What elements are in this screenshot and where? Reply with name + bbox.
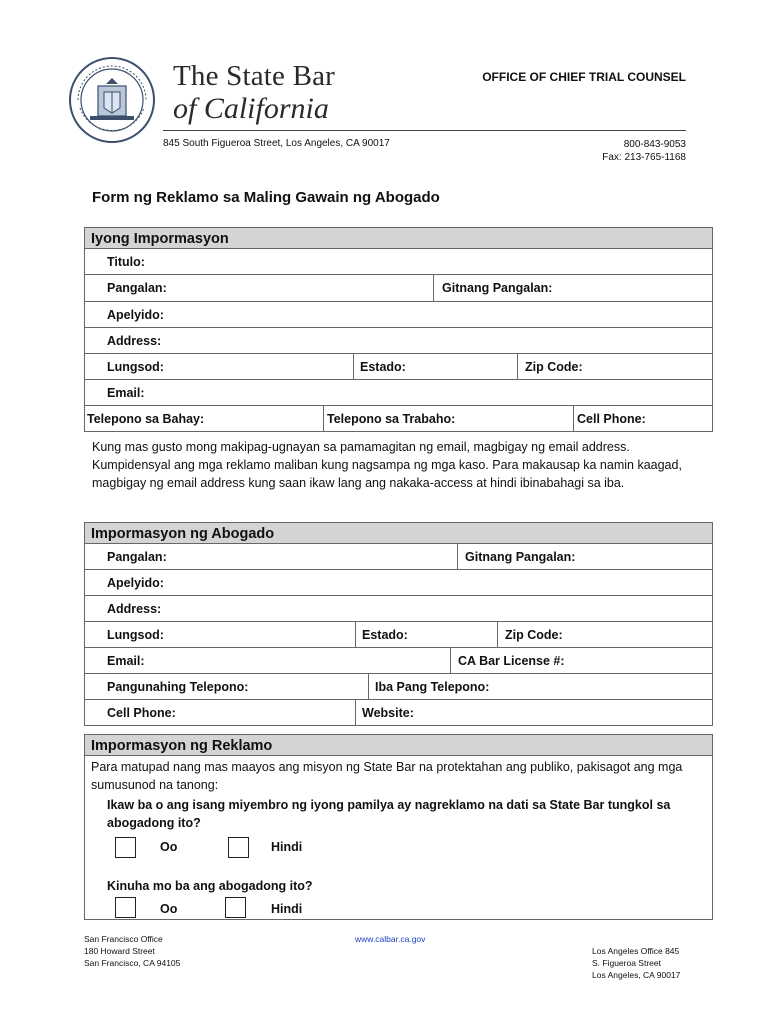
atty-pangalan-label: Pangalan: bbox=[107, 549, 167, 564]
atty-cell-phone-field[interactable] bbox=[107, 700, 176, 725]
sf-office-city: San Francisco, CA 94105 bbox=[84, 958, 181, 968]
header-address: 845 South Figueroa Street, Los Angeles, CA 90017 bbox=[163, 138, 390, 149]
sf-office-name: San Francisco Office bbox=[84, 934, 163, 944]
footer-website-link[interactable]: www.calbar.ca.gov bbox=[355, 934, 426, 944]
q2-no-checkbox[interactable] bbox=[225, 897, 246, 918]
question-hired-attorney: Kinuha mo ba ang abogadong ito? bbox=[107, 879, 313, 893]
row-atty-telepono bbox=[84, 674, 713, 700]
org-name-line2: of California bbox=[173, 92, 329, 125]
q2-yes-checkbox[interactable] bbox=[115, 897, 136, 918]
section-your-information-header: Iyong Impormasyon bbox=[84, 227, 713, 249]
atty-apelyido-label: Apelyido: bbox=[107, 575, 164, 590]
pangunahing-telepono-label: Pangunahing Telepono: bbox=[107, 679, 249, 694]
address-field[interactable] bbox=[107, 328, 161, 353]
atty-pangalan-field[interactable] bbox=[107, 544, 167, 569]
form-title: Form ng Reklamo sa Maling Gawain ng Abogado bbox=[92, 189, 440, 206]
row-atty-lungsod bbox=[84, 622, 713, 648]
row-lungsod bbox=[84, 354, 713, 380]
row-apelyido bbox=[84, 302, 713, 328]
office-title: OFFICE OF CHIEF TRIAL COUNSEL bbox=[482, 70, 686, 84]
email-note-paragraph: Kung mas gusto mong makipag-ugnayan sa pamamagitan ng email, magbigay ng email address. Kumpidensyal ang mga reklamo maliban kung nagsampa ng mga kaso. Para makausap ka namin kaagad, magbigay ng email address kung saan ikaw lang ang nakaka-access at hindi ibinabahagi sa iba. bbox=[92, 440, 682, 490]
email-label: Email: bbox=[107, 385, 145, 400]
telepono-trabaho-field[interactable] bbox=[323, 406, 455, 431]
row-atty-apelyido bbox=[84, 570, 713, 596]
la-office-city: Los Angeles, CA 90017 bbox=[592, 970, 681, 980]
estado-field[interactable] bbox=[353, 354, 406, 379]
footer-sf-office bbox=[84, 933, 180, 969]
section-complaint-information-header: Impormasyon ng Reklamo bbox=[84, 734, 713, 756]
la-office-street: S. Figueroa Street bbox=[592, 958, 661, 968]
gitnang-pangalan-field[interactable] bbox=[433, 275, 712, 301]
lungsod-label: Lungsod: bbox=[107, 359, 164, 374]
footer-la-office bbox=[592, 945, 680, 981]
atty-zip-code-label: Zip Code: bbox=[505, 627, 563, 642]
atty-estado-label: Estado: bbox=[362, 627, 408, 642]
email-field[interactable] bbox=[107, 380, 145, 405]
website-label: Website: bbox=[362, 705, 414, 720]
header-phone: 800-843-9053 bbox=[623, 139, 686, 150]
q2-yes-label: Oo bbox=[160, 902, 178, 916]
row-titulo bbox=[84, 249, 713, 275]
atty-gitnang-pangalan-field[interactable] bbox=[457, 544, 712, 569]
state-bar-seal-logo bbox=[68, 56, 156, 144]
pangalan-label: Pangalan: bbox=[107, 281, 167, 295]
website-field[interactable] bbox=[355, 700, 712, 725]
row-atty-pangalan bbox=[84, 544, 713, 570]
pangunahing-telepono-field[interactable] bbox=[107, 674, 248, 699]
q1-no-label: Hindi bbox=[271, 840, 303, 854]
iba-pang-telepono-label: Iba Pang Telepono: bbox=[375, 679, 490, 694]
cell-phone-label: Cell Phone: bbox=[577, 411, 646, 426]
atty-estado-field[interactable] bbox=[355, 622, 408, 647]
section-attorney-information-header: Impormasyon ng Abogado bbox=[84, 522, 713, 544]
iba-pang-telepono-field[interactable] bbox=[368, 674, 712, 699]
lungsod-field[interactable] bbox=[107, 354, 164, 379]
atty-apelyido-field[interactable] bbox=[107, 570, 164, 595]
row-atty-cell bbox=[84, 700, 713, 726]
gitnang-pangalan-label: Gitnang Pangalan: bbox=[442, 281, 553, 295]
telepono-bahay-label: Telepono sa Bahay: bbox=[87, 411, 205, 426]
apelyido-field[interactable] bbox=[107, 302, 164, 327]
ca-bar-license-label: CA Bar License #: bbox=[458, 653, 565, 668]
question-previous-complaint: Ikaw ba o ang isang miyembro ng iyong pamilya ay nagreklamo na dati sa State Bar tungkol sa abogadong ito? bbox=[107, 798, 671, 830]
row-address bbox=[84, 328, 713, 354]
titulo-field[interactable] bbox=[107, 249, 145, 274]
telepono-bahay-field[interactable] bbox=[87, 406, 204, 431]
atty-cell-phone-label: Cell Phone: bbox=[107, 705, 176, 720]
header-divider bbox=[163, 130, 686, 131]
telepono-trabaho-label: Telepono sa Trabaho: bbox=[327, 411, 456, 426]
cell-phone-field[interactable] bbox=[573, 406, 712, 431]
atty-lungsod-label: Lungsod: bbox=[107, 627, 164, 642]
zip-code-field[interactable] bbox=[517, 354, 712, 379]
atty-lungsod-field[interactable] bbox=[107, 622, 164, 647]
atty-address-label: Address: bbox=[107, 601, 162, 616]
row-telepono bbox=[84, 406, 713, 432]
q1-no-checkbox[interactable] bbox=[228, 837, 249, 858]
row-email bbox=[84, 380, 713, 406]
zip-code-label: Zip Code: bbox=[525, 359, 583, 374]
atty-zip-code-field[interactable] bbox=[497, 622, 712, 647]
q1-yes-checkbox[interactable] bbox=[115, 837, 136, 858]
ca-bar-license-field[interactable] bbox=[450, 648, 712, 673]
sf-office-street: 180 Howard Street bbox=[84, 946, 155, 956]
address-label: Address: bbox=[107, 333, 162, 348]
q1-yes-label: Oo bbox=[160, 840, 178, 854]
row-atty-address bbox=[84, 596, 713, 622]
apelyido-label: Apelyido: bbox=[107, 307, 164, 322]
row-atty-email bbox=[84, 648, 713, 674]
header-fax: Fax: 213-765-1168 bbox=[602, 152, 686, 163]
header-phone-block bbox=[602, 138, 686, 164]
atty-email-label: Email: bbox=[107, 653, 145, 668]
titulo-label: Titulo: bbox=[107, 254, 145, 269]
complaint-intro-paragraph: Para matupad nang mas maayos ang misyon ng State Bar na protektahan ang publiko, pakisagot ang mga sumusunod na tanong: bbox=[91, 760, 683, 792]
pangalan-field[interactable] bbox=[107, 275, 167, 301]
atty-gitnang-pangalan-label: Gitnang Pangalan: bbox=[465, 549, 576, 564]
org-name-line1: The State Bar bbox=[173, 60, 336, 92]
estado-label: Estado: bbox=[360, 359, 406, 374]
atty-email-field[interactable] bbox=[107, 648, 145, 673]
row-pangalan bbox=[84, 275, 713, 302]
q2-no-label: Hindi bbox=[271, 902, 303, 916]
la-office-name: Los Angeles Office 845 bbox=[592, 946, 680, 956]
atty-address-field[interactable] bbox=[107, 596, 161, 621]
